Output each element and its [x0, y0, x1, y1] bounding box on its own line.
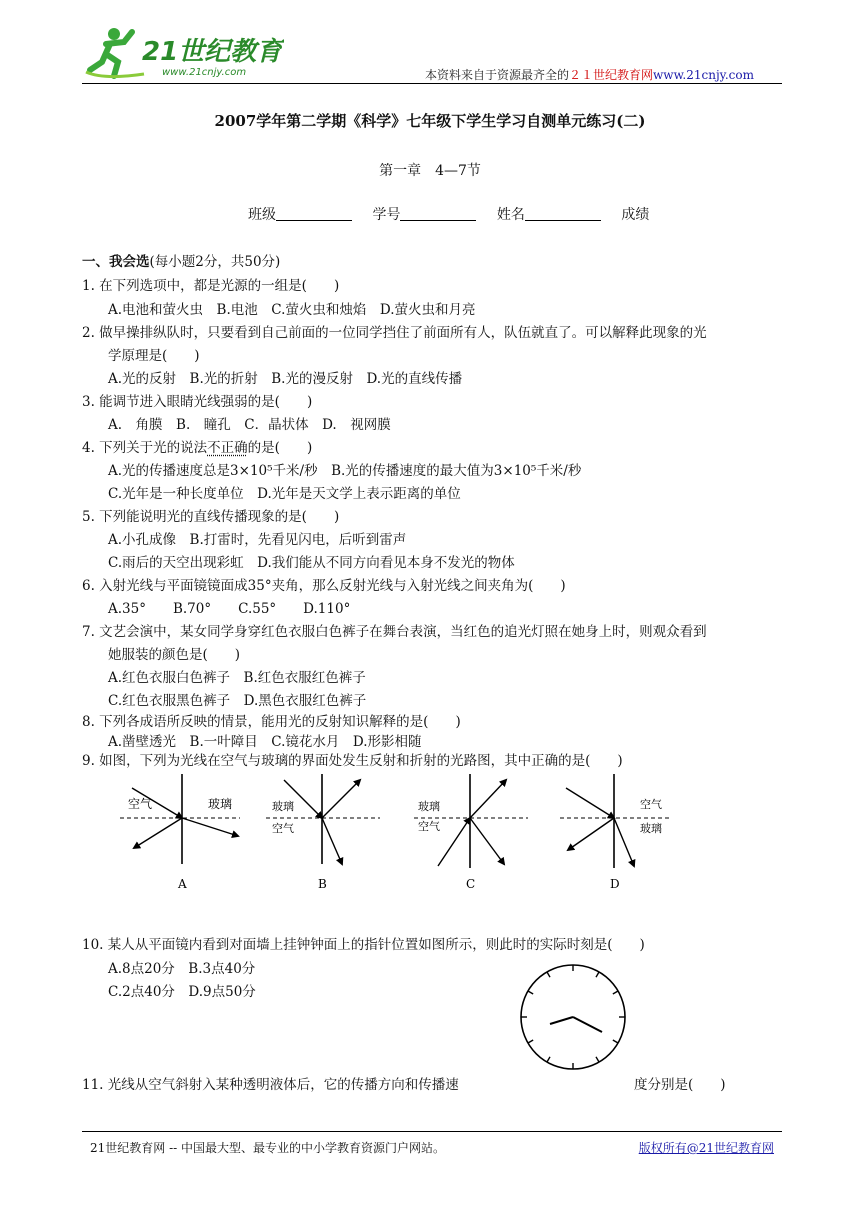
class-blank[interactable]: [276, 206, 352, 221]
clock-tick: [596, 972, 599, 977]
question-10-stem: 10. 某人从平面镜内看到对面墙上挂钟钟面上的指针位置如图所示，则此时的实际时刻是( ): [82, 937, 645, 953]
footer-copyright-link[interactable]: 版权所有@21世纪教育网: [638, 1141, 774, 1155]
question-6-options: A.35° B.70° C.55° D.110°: [108, 601, 351, 617]
diagram-c: [414, 774, 528, 891]
header-url-link[interactable]: www.21cnjy.com: [653, 68, 754, 82]
question-1-stem: 1. 在下列选项中，都是光源的一组是( ): [82, 278, 340, 294]
runner-icon: [86, 28, 144, 77]
question-5-stem: 5. 下列能说明光的直线传播现象的是( ): [82, 509, 340, 525]
refraction-diagrams: [120, 768, 680, 894]
question-9-stem: 9. 如图，下列为光线在空气与玻璃的界面处发生反射和折射的光路图，其中正确的是( ): [82, 753, 623, 769]
question-3-stem: 3. 能调节进入眼睛光线强弱的是( ): [82, 394, 313, 410]
diagram-d: [560, 774, 672, 891]
id-blank[interactable]: [400, 206, 476, 221]
question-7-options-1: A.红色衣服白色裤子 B.红色衣服红色裤子: [108, 670, 366, 686]
question-11-stem-b: 度分别是( ): [634, 1077, 726, 1093]
clock-hour-hand: [550, 1017, 573, 1024]
question-11-stem-a: 11. 光线从空气斜射入某种透明液体后，它的传播方向和传播速: [82, 1077, 459, 1093]
student-info-line: 班级 学号 姓名 成绩: [248, 207, 650, 223]
header-source-text: 本资料来自于资源最齐全的２１世纪教育网www.21cnjy.com: [425, 68, 754, 82]
svg-text:玻璃: 玻璃: [640, 822, 662, 835]
clock-tick: [547, 1057, 550, 1062]
footer-rule: [82, 1131, 782, 1132]
question-5-options-1: A.小孔成像 B.打雷时，先看见闪电，后听到雷声: [108, 532, 407, 548]
question-10-options-2: C.2点40分 D.9点50分: [108, 984, 256, 1000]
svg-text:空气: 空气: [640, 798, 662, 811]
question-10-options-1: A.8点20分 B.3点40分: [108, 961, 256, 977]
clock-diagram: [518, 962, 628, 1072]
page-title: 2007学年第二学期《科学》七年级下学生学习自测单元练习(二): [214, 112, 646, 130]
question-3-options: A. 角膜 B. 瞳孔 C．晶状体 D. 视网膜: [108, 417, 391, 433]
svg-text:空气: 空气: [128, 797, 153, 811]
svg-text:玻璃: 玻璃: [272, 800, 294, 813]
clock-tick: [547, 972, 550, 977]
question-8-stem: 8. 下列各成语所反映的情景，能用光的反射知识解释的是( ): [82, 714, 461, 730]
svg-text:玻璃: 玻璃: [208, 797, 233, 811]
question-2-options: A.光的反射 B.光的折射 B.光的漫反射 D.光的直线传播: [108, 371, 463, 387]
clock-tick: [613, 991, 618, 994]
clock-tick: [528, 991, 533, 994]
question-2-stem-cont: 学原理是( ): [108, 348, 200, 364]
question-4-stem: 4. 下列关于光的说法不正确的是( ): [82, 440, 313, 456]
clock-tick: [613, 1040, 618, 1043]
header-rule: [82, 83, 782, 84]
svg-text:21世纪教育: 21世纪教育: [142, 37, 283, 67]
question-2-stem: 2. 做早操排纵队时，只要看到自己前面的一位同学挡住了前面所有人，队伍就直了。可以解释此现象的光: [82, 325, 707, 341]
question-4-options-1: A.光的传播速度总是3×10⁵千米/秒 B.光的传播速度的最大值为3×10⁵千米/秒: [108, 463, 582, 479]
question-5-options-2: C.雨后的天空出现彩虹 D.我们能从不同方向看见本身不发光的物体: [108, 555, 515, 571]
question-4-options-2: C.光年是一种长度单位 D.光年是天文学上表示距离的单位: [108, 486, 461, 502]
svg-text:空气: 空气: [272, 822, 294, 835]
footer-text: 21世纪教育网 -- 中国最大型、最专业的中小学教育资源门户网站。: [90, 1141, 446, 1155]
svg-text:B: B: [318, 877, 327, 891]
question-1-options: A.电池和萤火虫 B.电池 C.萤火虫和烛焰 D.萤火虫和月亮: [108, 302, 476, 318]
clock-minute-hand: [573, 1017, 602, 1032]
question-7-stem: 7. 文艺会演中，某女同学身穿红色衣服白色裤子在舞台表演，当红色的追光灯照在她身上时，则观众看到: [82, 624, 707, 640]
svg-text:玻璃: 玻璃: [418, 800, 440, 813]
clock-tick: [528, 1040, 533, 1043]
diagram-b: [266, 774, 380, 891]
page-subtitle: 第一章 4—7节: [379, 163, 481, 179]
svg-text:D: D: [610, 877, 620, 891]
svg-text:www.21cnjy.com: www.21cnjy.com: [162, 67, 247, 78]
section-heading: 一、我会选(每小题2分，共50分): [82, 254, 281, 270]
name-blank[interactable]: [525, 206, 601, 221]
svg-text:A: A: [178, 877, 187, 891]
clock-tick: [596, 1057, 599, 1062]
site-logo: [84, 22, 284, 82]
question-7-options-2: C.红色衣服黑色裤子 D.黑色衣服红色裤子: [108, 693, 367, 709]
diagram-a: [120, 774, 240, 891]
question-8-options: A.凿壁透光 B.一叶障目 C.镜花水月 D.形影相随: [108, 734, 422, 750]
svg-text:空气: 空气: [418, 820, 440, 833]
header-site-link[interactable]: ２１世纪教育网: [569, 68, 654, 82]
svg-text:C: C: [466, 877, 476, 891]
question-7-stem-cont: 她服装的颜色是( ): [108, 647, 241, 663]
question-6-stem: 6. 入射光线与平面镜镜面成35°夹角，那么反射光线与入射光线之间夹角为( ): [82, 578, 566, 594]
